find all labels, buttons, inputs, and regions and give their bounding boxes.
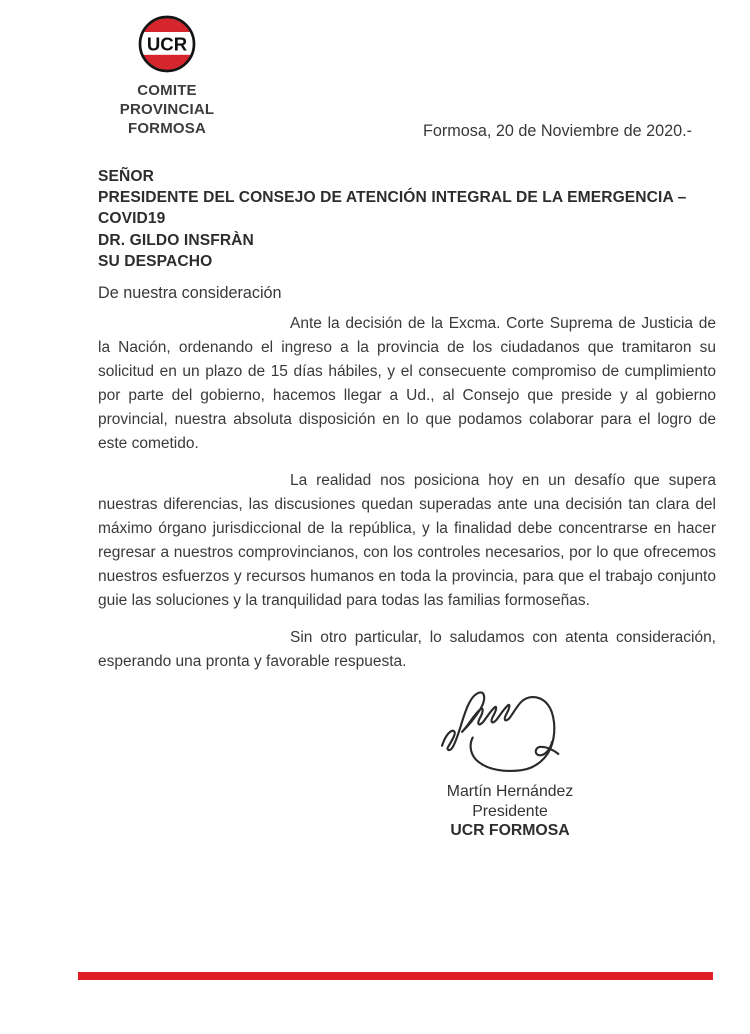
- signer-org: UCR FORMOSA: [450, 822, 570, 839]
- recipient-line-despacho: SU DESPACHO: [98, 252, 213, 270]
- letterhead: [92, 14, 242, 138]
- date-line: Formosa, 20 de Noviembre de 2020.-: [422, 122, 692, 140]
- recipient-block: [98, 166, 718, 272]
- logo-text: UCR: [146, 33, 188, 55]
- signer-title: Presidente: [472, 802, 548, 820]
- footer-rule: [78, 972, 713, 980]
- salutation: De nuestra consideración: [98, 284, 282, 302]
- recipient-line-senor: SEÑOR: [98, 168, 154, 185]
- signer-name: Martín Hernández: [446, 783, 574, 800]
- body-paragraph-2: La realidad nos posiciona hoy en un desafío que supera nuestras diferencias, las discusiones quedan superadas ante una decisión tan clara del máximo órgano jurisdiccional de la república, y la finalidad debe concentrarse en hacer regresar a nuestros comprovincianos, con los controles necesarios, por lo que ofrecemos nuestros esfuerzos y recursos humanos en toda la provincia, para que el trabajo conjunto guie las soluciones y la tranquilidad para todas las familias formoseñas.: [98, 472, 716, 609]
- letter-body: [98, 312, 716, 687]
- body-paragraph-1: Ante la decisión de la Excma. Corte Suprema de Justicia de la Nación, ordenando el ingreso a la provincia de los ciudadanos que tramitaron su solicitud en un plazo de 15 días hábiles, y el consecuente compromiso de cumplimiento por parte del gobierno, hacemos llegar a Ud., al Consejo que preside y al gobierno provincial, nuestra absoluta disposición en lo que podamos colaborar para el logro de este cometido.: [98, 315, 716, 452]
- signature-scribble-icon: [438, 684, 596, 782]
- recipient-line-name: DR. GILDO INSFRÀN: [98, 231, 254, 249]
- org-name-line1: COMITE PROVINCIAL: [119, 82, 215, 118]
- body-paragraph-3: Sin otro particular, lo saludamos con atenta consideración, esperando una pronta y favorable respuesta.: [98, 629, 716, 670]
- signature-block: [419, 782, 601, 841]
- ucr-logo-icon: [137, 14, 197, 74]
- recipient-line-title: PRESIDENTE DEL CONSEJO DE ATENCIÓN INTEGRAL DE LA EMERGENCIA – COVID19: [98, 189, 687, 228]
- org-name-line2: FORMOSA: [127, 120, 207, 137]
